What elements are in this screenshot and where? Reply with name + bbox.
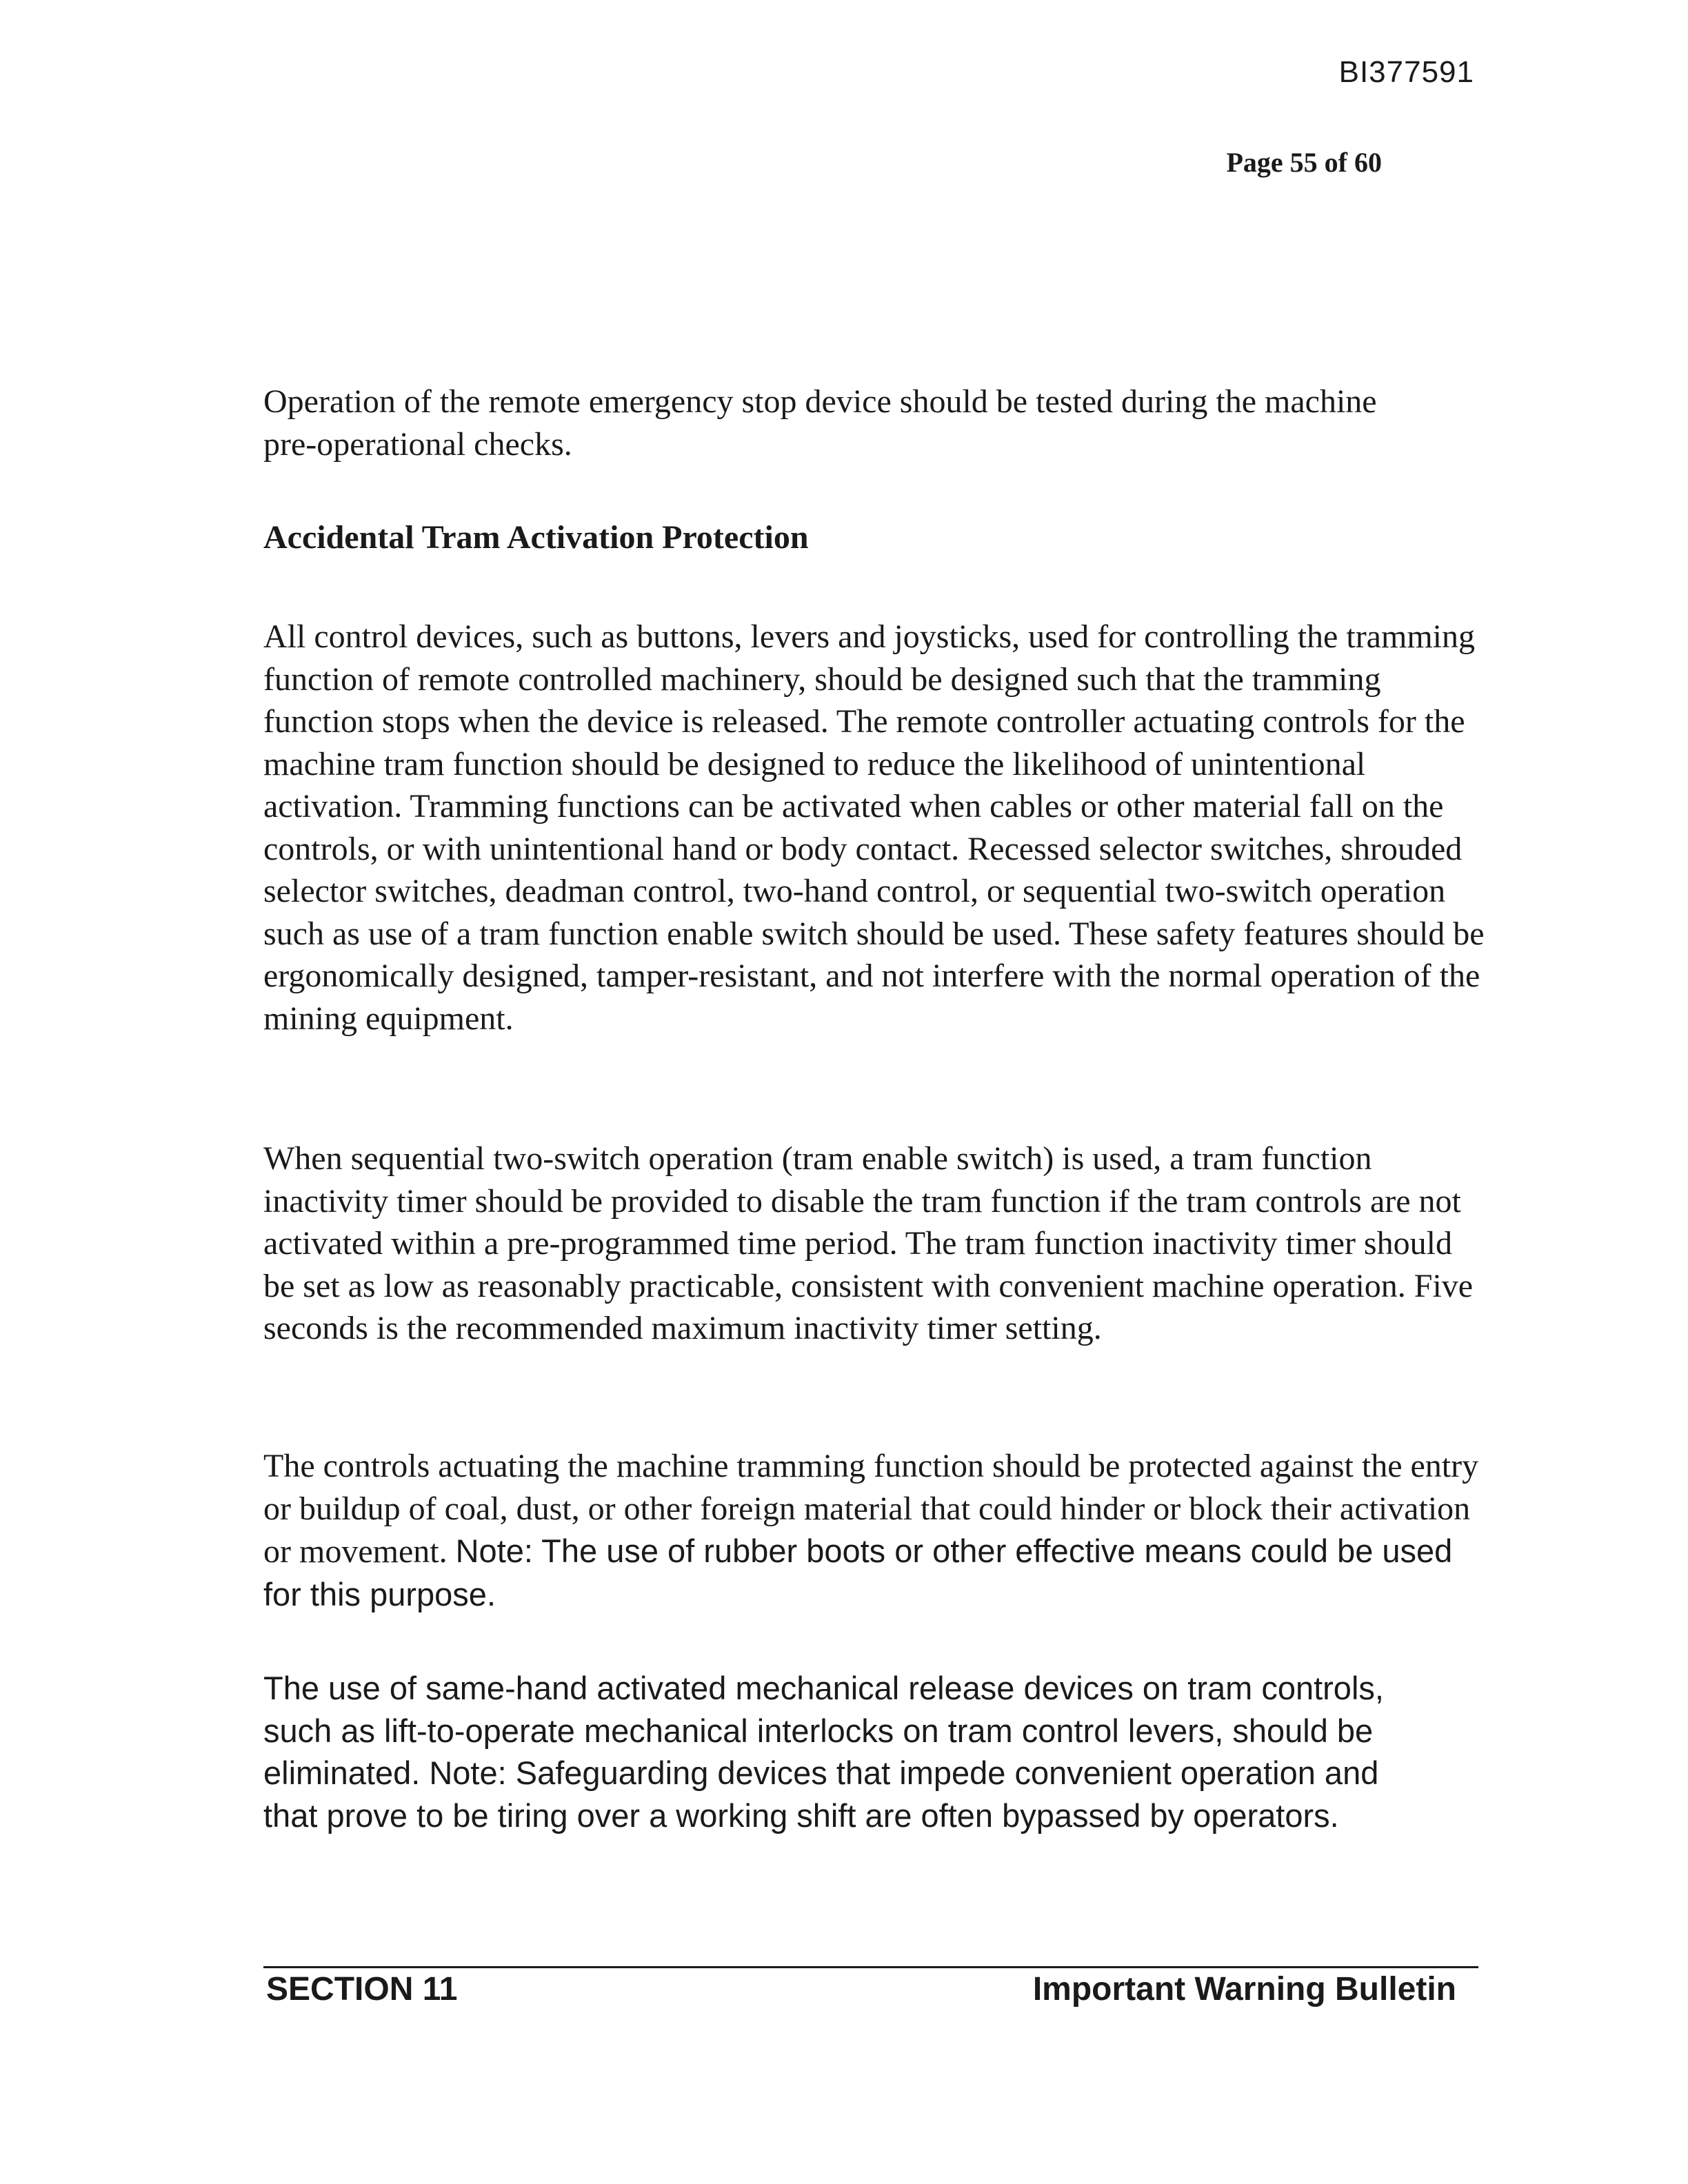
intro-paragraph: Operation of the remote emergency stop device should be tested during the machine pre-operational checks. bbox=[263, 383, 1377, 463]
paragraph-foreign-material-note: Note: The use of rubber boots or other effective means could be used for this purpose. bbox=[263, 1533, 1453, 1612]
document-id: BI377591 bbox=[1338, 55, 1474, 89]
paragraph-inactivity-timer: When sequential two-switch operation (tram enable switch) is used, a tram function inactivity timer should be provided to disable the tram function if the tram controls are not activated within a pre-programmed time period. The tram function inactivity timer should be set as low as reasonably practicable, consistent with convenient machine operation. Five seconds is the recommended maximum inactivity timer setting. bbox=[263, 1140, 1474, 1346]
footer-section-label: SECTION 11 bbox=[266, 1971, 458, 2008]
footer-divider bbox=[263, 1966, 1478, 1968]
section-heading: Accidental Tram Activation Protection bbox=[263, 519, 809, 556]
page-number: Page 55 of 60 bbox=[1226, 147, 1382, 178]
paragraph-controls-design: All control devices, such as buttons, levers and joysticks, used for controlling the tramming function of remote controlled machinery, should be designed such that the tramming function stops when the device is released. The remote controller actuating controls for the machine tram function should be designed to reduce the likelihood of unintentional activation. Tramming functions can be activated when cables or other material fall on the controls, or with unintentional hand or body contact. Recessed selector switches, shrouded selector switches, deadman control, two-hand control, or sequential two-switch operation such as use of a tram function enable switch should be used. These safety features should be ergonomically designed, tamper-resistant, and not interfere with the normal operation of the mining equipment. bbox=[263, 618, 1485, 1037]
paragraph-release-devices: The use of same-hand activated mechanical release devices on tram controls, such as lift-to-operate mechanical interlocks on tram control levers, should be eliminated. Note: Safeguarding devices that impede convenient operation and that prove to be tiring over a working shift are often bypassed by operators. bbox=[263, 1670, 1384, 1834]
paragraph-foreign-material-text: The controls actuating the machine tramming function should be protected against the entry or buildup of coal, dust, or other foreign material that could hinder or block their activation or movement. bbox=[263, 1448, 1479, 1570]
footer-bulletin-title: Important Warning Bulletin bbox=[1032, 1971, 1456, 2008]
paragraph-foreign-material bbox=[263, 1445, 1491, 1616]
